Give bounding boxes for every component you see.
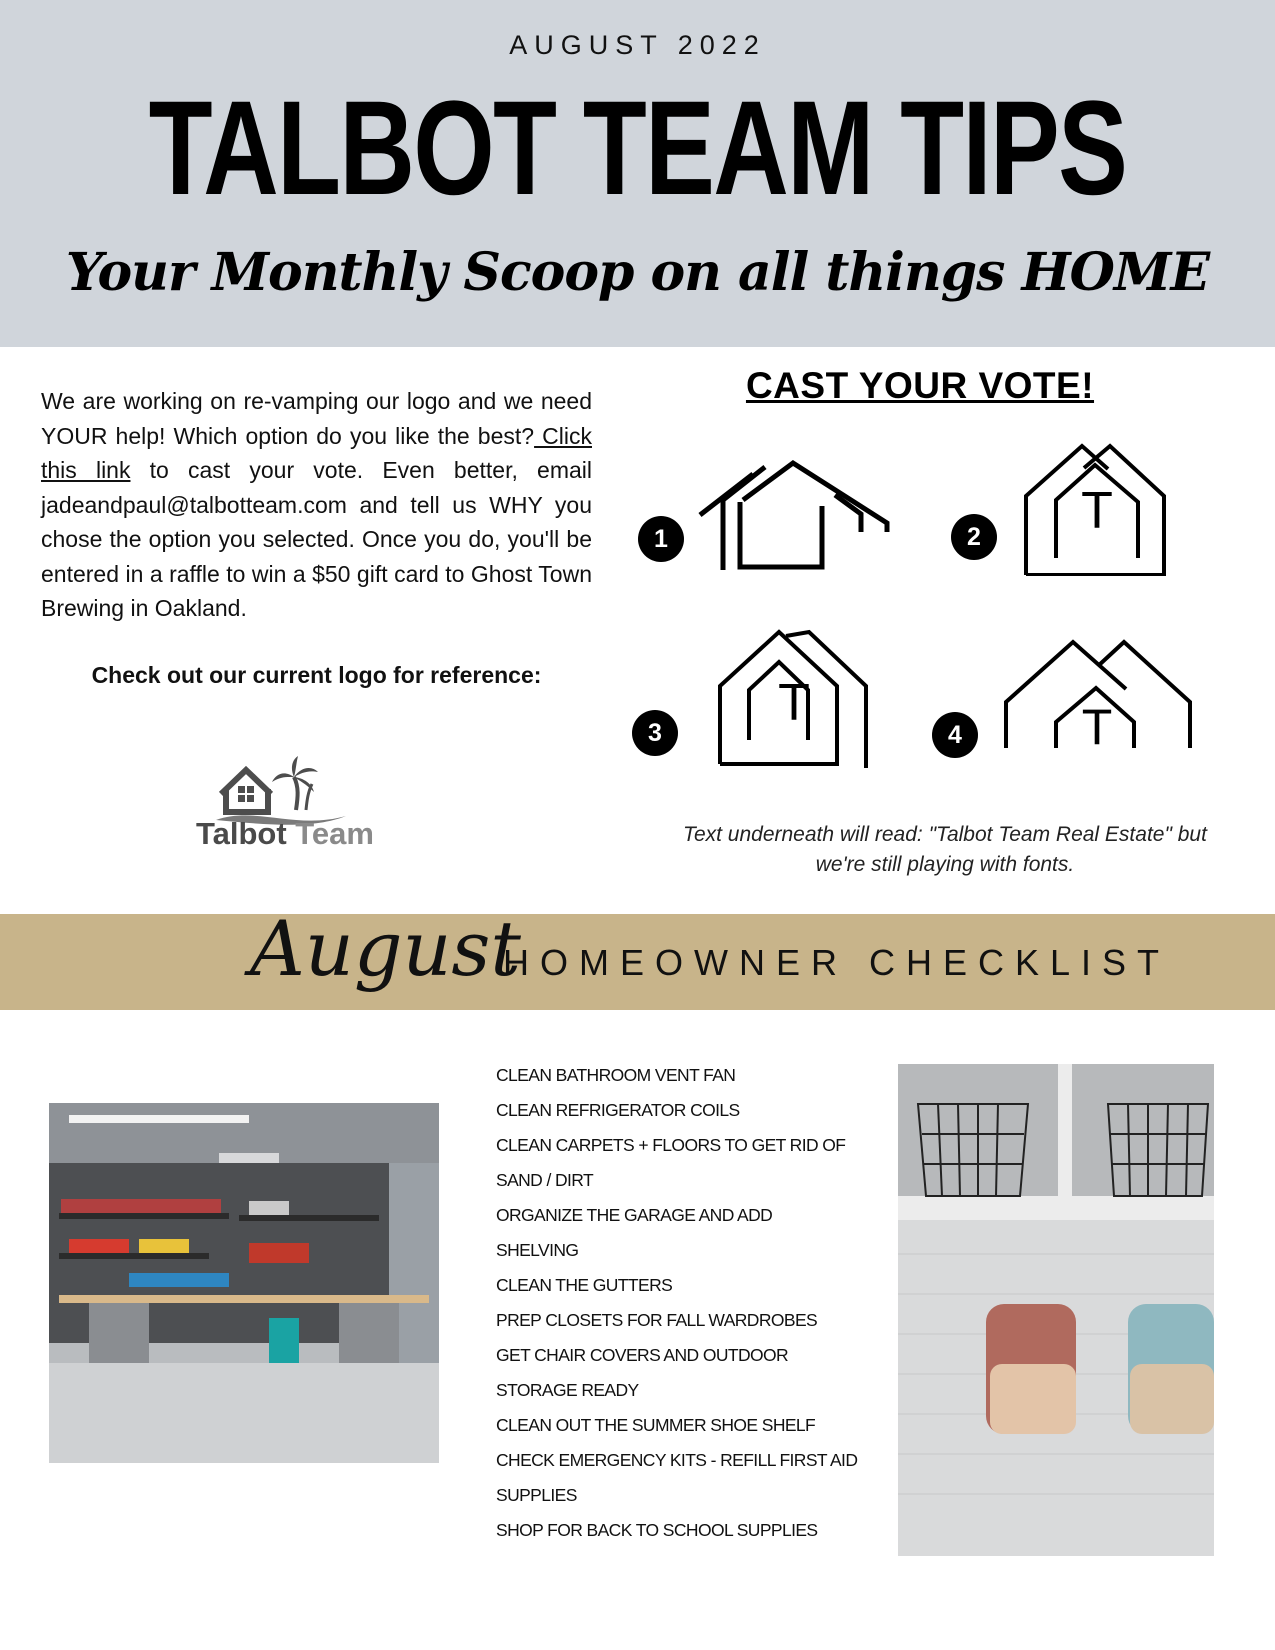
garage-photo [49, 1103, 439, 1463]
issue-date: AUGUST 2022 [509, 30, 766, 60]
intro-text-continued: to cast your vote. Even better, email jadeandpaul@talbotteam.com and tell us WHY you chose the option you selected. Once you do, you'll be entered in a raffle to win a $50 gift card to Ghost Town Brewing in Oakland. [41, 457, 592, 621]
option-2-letter: T [1081, 482, 1113, 540]
intro-text: We are working on re-vamping our logo and we need YOUR help! Which option do you like the best? [41, 388, 592, 449]
checklist-item: SUPPLIES [496, 1485, 577, 1505]
newsletter-title: TALBOT TEAM TIPS [148, 74, 1127, 223]
checklist-item: CHECK EMERGENCY KITS - REFILL FIRST AID [496, 1450, 858, 1470]
checklist-item: STORAGE READY [496, 1380, 639, 1400]
checklist-item: GET CHAIR COVERS AND OUTDOOR [496, 1345, 789, 1365]
checklist-banner [0, 904, 1275, 1010]
newsletter-subtitle: Your Monthly Scoop on all things HOME [65, 242, 1210, 303]
checklist-item: SHELVING [496, 1240, 579, 1260]
checklist-item: CLEAN BATHROOM VENT FAN [496, 1065, 736, 1085]
homeowner-checklist [496, 1058, 856, 1548]
checklist-item: SAND / DIRT [496, 1170, 594, 1190]
house-icon [221, 770, 271, 812]
checklist-item: SHOP FOR BACK TO SCHOOL SUPPLIES [496, 1520, 818, 1540]
vote-heading: CAST YOUR VOTE! [745, 365, 1095, 406]
option-3-badge[interactable]: 3 [632, 710, 678, 756]
logo-word-team: Team [286, 816, 374, 851]
logo-vote-intro [41, 384, 592, 626]
logo-option-1[interactable] [695, 440, 895, 570]
checklist-item: PREP CLOSETS FOR FALL WARDROBES [496, 1310, 818, 1330]
banner-month: August [250, 904, 521, 993]
option-4-badge[interactable]: 4 [932, 712, 978, 758]
logo-option-3[interactable] [716, 628, 876, 770]
option-2-badge[interactable]: 2 [951, 514, 997, 560]
checklist-item: ORGANIZE THE GARAGE AND ADD [496, 1205, 773, 1225]
vote-link[interactable]: Click this link [41, 422, 592, 483]
option-3-letter: T [778, 674, 810, 732]
palm-tree-icon [272, 756, 318, 810]
newsletter-header [0, 0, 1275, 347]
checklist-item: CLEAN THE GUTTERS [496, 1275, 673, 1295]
checklist-item: CLEAN REFRIGERATOR COILS [496, 1100, 740, 1120]
logo-option-4[interactable] [1002, 636, 1202, 752]
logo-word-talbot: Talbot [196, 816, 287, 851]
option-1-badge[interactable]: 1 [638, 516, 684, 562]
option-4-letter: T [1081, 699, 1113, 752]
banner-heading: HOMEOWNER CHECKLIST [503, 942, 1171, 983]
checklist-item: CLEAN CARPETS + FLOORS TO GET RID OF [496, 1135, 846, 1155]
logo-option-2[interactable] [1020, 440, 1170, 576]
fonts-note: Text underneath will read: "Talbot Team Real Estate" but we're still playing with fonts. [683, 823, 1207, 876]
current-logo-label: Check out our current logo for reference: [91, 662, 542, 688]
mudroom-photo [898, 1064, 1214, 1556]
current-logo-text [180, 816, 390, 852]
checklist-item: CLEAN OUT THE SUMMER SHOE SHELF [496, 1415, 816, 1435]
